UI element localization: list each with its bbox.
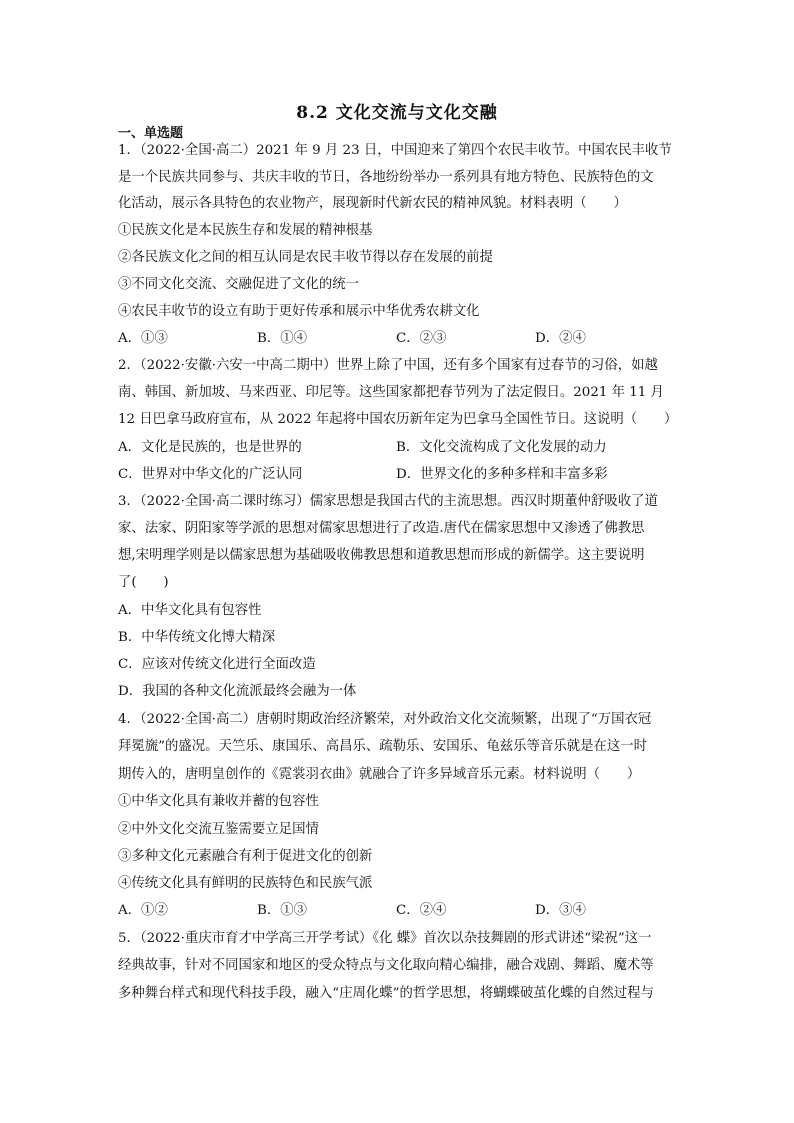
section-heading: 一、单选题: [118, 126, 184, 141]
q4-line-1: 4．（2022·全国·高二）唐朝时期政治经济繁荣，对外政治文化交流频繁，出现了“万国衣冠: [118, 712, 652, 727]
page-title: 8.2 文化交流与文化交融: [296, 103, 498, 123]
q1-choice-4: ④农民丰收节的设立有助于更好传承和展示中华优秀农耕文化: [118, 304, 480, 319]
q1-choice-1: ①民族文化是本民族生存和发展的精神根基: [118, 223, 373, 238]
q4-option-b: B．①③: [257, 903, 308, 918]
q2-option-b: B．文化交流构成了文化发展的动力: [396, 440, 607, 455]
q3-option-c: C．应该对传统文化进行全面改造: [118, 657, 316, 672]
q1-option-b: B．①④: [257, 331, 308, 346]
q5-line-3: 多种舞台样式和现代科技手段，融入“庄周化蝶”的哲学思想，将蝴蝶破茧化蝶的自然过程与: [118, 986, 654, 1001]
q1-line-2: 是一个民族共同参与、共庆丰收的节日，各地纷纷举办一系列具有地方特色、民族特色的文: [118, 170, 654, 185]
q3-option-a: A．中华文化具有包容性: [118, 603, 262, 618]
q3-option-b: B．中华传统文化博大精深: [118, 630, 276, 645]
q3-line-4: 了( ): [118, 575, 169, 590]
q2-option-c: C．世界对中华文化的广泛认同: [118, 467, 303, 482]
q2-line-3: 12 日巴拿马政府宣布，从 2022 年起将中国农历新年定为巴拿马全国性节日。这说明（ ）: [118, 412, 678, 427]
q1-choice-2: ②各民族文化之间的相互认同是农民丰收节得以存在发展的前提: [118, 250, 493, 265]
q4-line-3: 期传入的，唐明皇创作的《霓裳羽衣曲》就融合了许多异域音乐元素。材料说明（ ）: [118, 767, 641, 782]
q4-line-2: 拜冕旒”的盛况。天竺乐、康国乐、高昌乐、疏勒乐、安国乐、龟兹乐等音乐就是在这一时: [118, 739, 648, 754]
q2-option-a: A．文化是民族的，也是世界的: [118, 440, 302, 455]
q1-option-a: A．①③: [118, 331, 168, 346]
q4-choice-1: ①中华文化具有兼收并蓄的包容性: [118, 794, 319, 809]
q2-option-d: D．世界文化的多种多样和丰富多彩: [396, 467, 608, 482]
q4-choice-3: ③多种文化元素融合有利于促进文化的创新: [118, 849, 373, 864]
q4-option-c: C．②④: [396, 903, 447, 918]
q5-line-2: 经典故事，针对不同国家和地区的受众特点与文化取向精心编排，融合戏剧、舞蹈、魔术等: [118, 958, 654, 973]
q3-option-d: D．我国的各种文化流派最终会融为一体: [118, 684, 357, 699]
q1-line-1: 1．（2022·全国·高二）2021 年 9 月 23 日，中国迎来了第四个农民丰收节。中国农民丰收节: [118, 143, 672, 158]
q1-line-3: 化活动，展示各具特色的农业物产，展现新时代新农民的精神风貌。材料表明（ ）: [118, 196, 627, 211]
q3-line-2: 家、法家、阴阳家等学派的思想对儒家思想进行了改造.唐代在儒家思想中又渗透了佛教思: [118, 521, 645, 536]
q2-line-1: 2．（2022·安徽·六安一中高二期中）世界上除了中国，还有多个国家有过春节的习俗，如越: [118, 358, 658, 373]
q1-option-c: C．②③: [396, 331, 447, 346]
q5-line-1: 5．（2022·重庆市育才中学高三开学考试）《化 蝶》首次以杂技舞剧的形式讲述“梁祝”这一: [118, 931, 652, 946]
q4-choice-4: ④传统文化具有鲜明的民族特色和民族气派: [118, 876, 373, 891]
q2-line-2: 南、韩国、新加坡、马来西亚、印尼等。这些国家都把春节列为了法定假日。2021 年 11 月: [118, 385, 664, 400]
q4-choice-2: ②中外文化交流互鉴需要立足国情: [118, 822, 319, 837]
q4-option-a: A．①②: [118, 903, 168, 918]
q1-choice-3: ③不同文化交流、交融促进了文化的统一: [118, 277, 360, 292]
q4-option-d: D．③④: [535, 903, 586, 918]
q3-line-3: 想,宋明理学则是以儒家思想为基础吸收佛教思想和道教思想而形成的新儒学。这主要说明: [118, 548, 645, 563]
q3-line-1: 3．（2022·全国·高二课时练习）儒家思想是我国古代的主流思想。西汉时期董仲舒吸收了道: [118, 494, 658, 509]
q1-option-d: D．②④: [535, 331, 586, 346]
